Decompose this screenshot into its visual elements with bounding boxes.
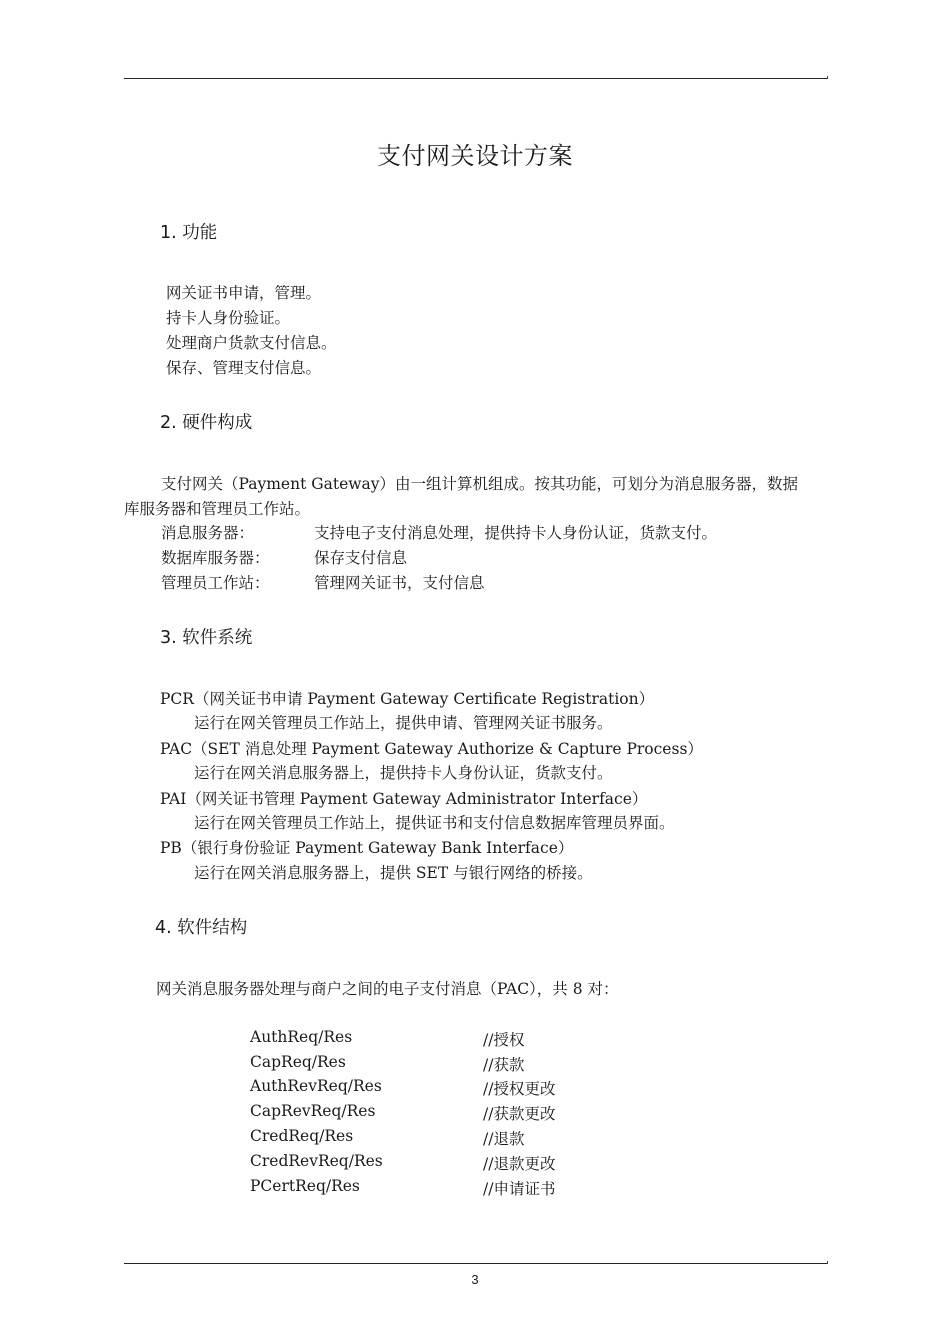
message-pair-name: CredReq/Res [250,1127,354,1145]
section-heading-hardware: 2. 硬件构成 [160,413,253,433]
message-pair-comment: //申请证书 [483,1180,556,1198]
document-title: 支付网关设计方案 [377,142,573,170]
software-module-name: PAC（SET 消息处理 Payment Gateway Authorize & Capture Process） [160,740,703,758]
software-module-desc: 运行在网关消息服务器上，提供 SET 与银行网络的桥接。 [194,864,593,882]
function-item: 处理商户货款支付信息。 [166,334,337,352]
message-pair-comment: //授权 [483,1031,525,1049]
footer-rule [124,1263,827,1264]
hardware-component-name: 消息服务器： [161,524,255,542]
hardware-component-desc: 保存支付信息 [314,549,408,567]
software-module-name: PCR（网关证书申请 Payment Gateway Certificate Registration） [160,690,655,708]
message-pair-name: AuthReq/Res [250,1028,353,1046]
software-module-desc: 运行在网关消息服务器上，提供持卡人身份认证，货款支付。 [194,764,613,782]
function-item: 持卡人身份验证。 [166,309,291,327]
message-pair-comment: //获款更改 [483,1105,556,1123]
hardware-intro-line: 支付网关（Payment Gateway）由一组计算机组成。按其功能，可划分为消息服务器，数据 [161,475,799,493]
function-item: 网关证书申请，管理。 [166,284,322,302]
message-pair-name: CapRevReq/Res [250,1102,376,1120]
message-pair-comment: //退款 [483,1130,525,1148]
hardware-intro-line: 库服务器和管理员工作站。 [124,500,311,518]
software-structure-intro: 网关消息服务器处理与商户之间的电子支付消息（PAC），共 8 对： [156,980,619,998]
software-module-name: PAI（网关证书管理 Payment Gateway Administrator Interface） [160,790,648,808]
hardware-component-name: 数据库服务器： [161,549,270,567]
header-rule-mark [827,76,828,79]
footer-rule-mark [827,1261,828,1264]
section-heading-software-system: 3. 软件系统 [160,628,253,648]
hardware-component-name: 管理员工作站： [161,574,270,592]
message-pair-name: CredRevReq/Res [250,1152,383,1170]
software-module-name: PB（银行身份验证 Payment Gateway Bank Interface） [160,839,574,857]
section-heading-functions: 1. 功能 [160,223,218,243]
software-module-desc: 运行在网关管理员工作站上，提供证书和支付信息数据库管理员界面。 [194,814,675,832]
message-pair-name: AuthRevReq/Res [250,1077,382,1095]
hardware-component-desc: 支持电子支付消息处理，提供持卡人身份认证，货款支付。 [314,524,718,542]
message-pair-comment: //退款更改 [483,1155,556,1173]
page-number: 3 [471,1272,479,1287]
hardware-component-desc: 管理网关证书，支付信息 [314,574,485,592]
header-rule [124,78,827,79]
message-pair-comment: //获款 [483,1056,525,1074]
function-item: 保存、管理支付信息。 [166,359,322,377]
message-pair-comment: //授权更改 [483,1080,556,1098]
section-heading-software-structure: 4. 软件结构 [155,918,248,938]
message-pair-name: PCertReq/Res [250,1177,360,1195]
message-pair-name: CapReq/Res [250,1053,346,1071]
software-module-desc: 运行在网关管理员工作站上，提供申请、管理网关证书服务。 [194,714,613,732]
